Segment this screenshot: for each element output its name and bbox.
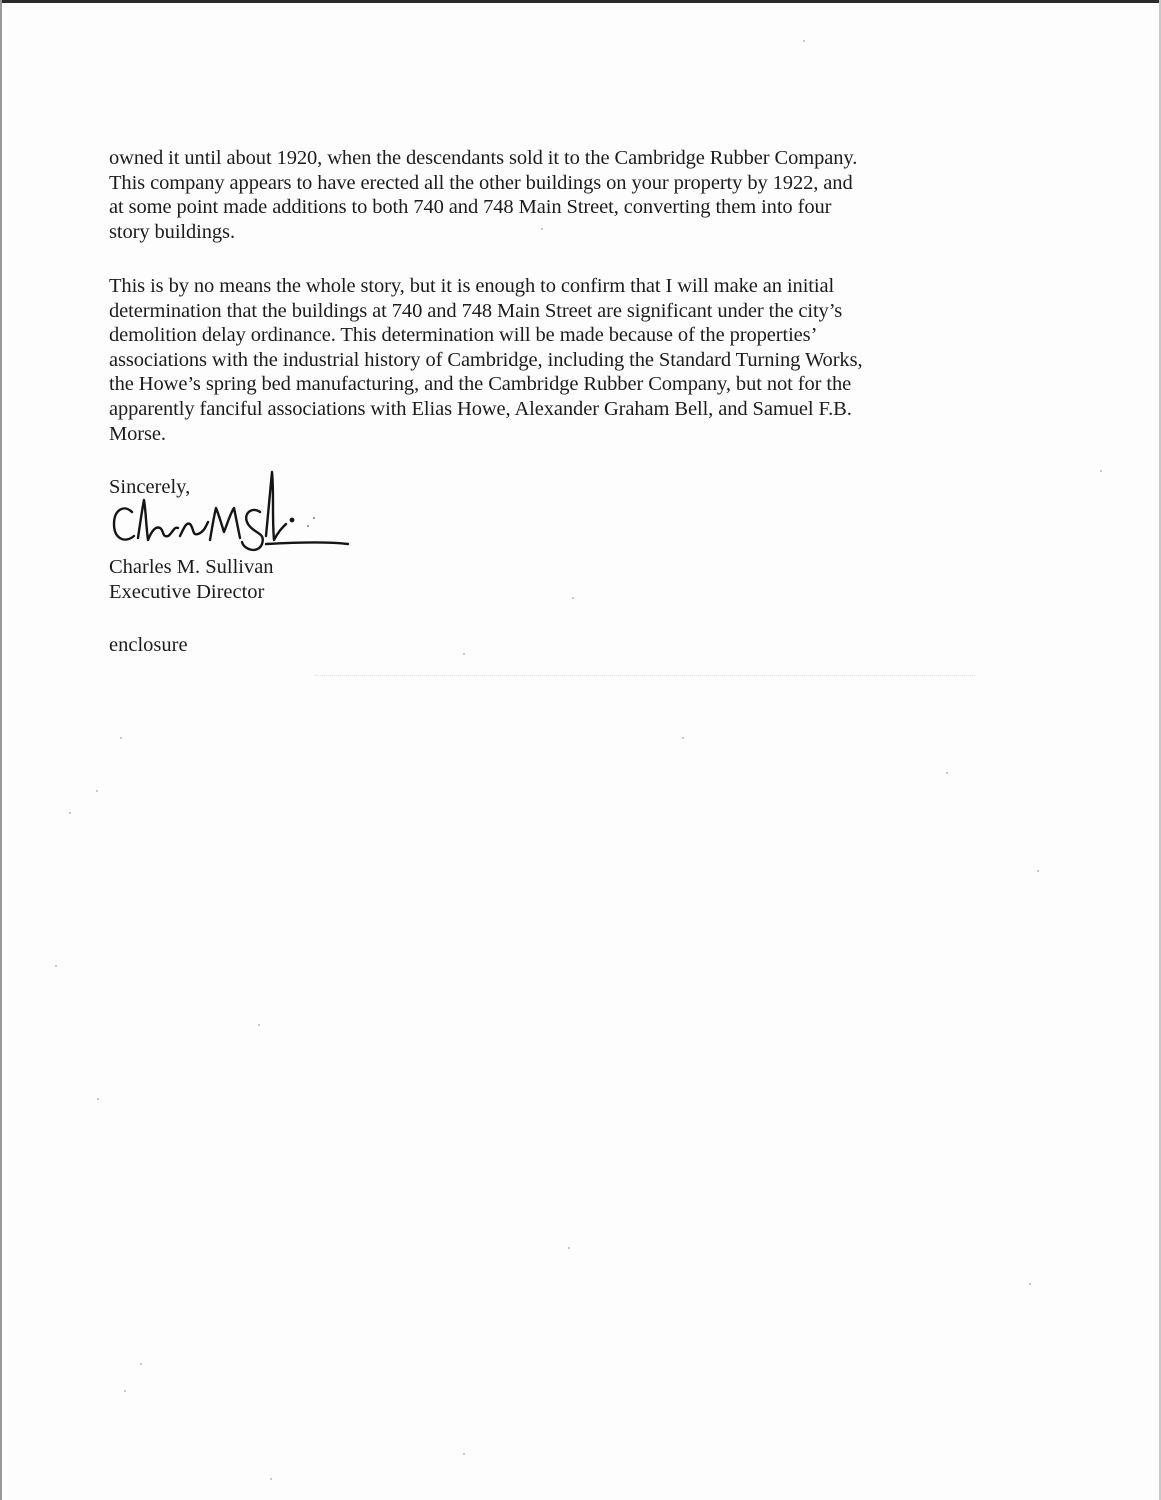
signature-stroke xyxy=(266,543,348,545)
scan-edge-left xyxy=(0,0,2,1500)
scan-speck xyxy=(541,228,543,230)
paragraph-line: owned it until about 1920, when the descendants sold it to the Cambridge Rubber Company. xyxy=(109,147,858,169)
paragraph-determination xyxy=(109,274,939,446)
signature-dot xyxy=(290,518,295,523)
signature-icon xyxy=(102,466,352,556)
signature-stroke xyxy=(138,500,178,540)
signer-title: Executive Director xyxy=(109,581,265,603)
scan-speck xyxy=(140,1363,142,1365)
scan-speck xyxy=(124,1390,126,1392)
paragraph-line: apparently fanciful associations with Elias Howe, Alexander Graham Bell, and Samuel F.B. xyxy=(109,397,852,420)
closing-salutation: Sincerely, xyxy=(109,476,191,498)
scan-speck xyxy=(463,1453,465,1455)
scan-speck xyxy=(270,1478,272,1480)
signer-name: Charles M. Sullivan xyxy=(109,556,274,578)
paragraph-line: story buildings. xyxy=(109,220,235,243)
scan-speck xyxy=(463,653,465,655)
paragraph-line: associations with the industrial history of Cambridge, including the Standard Turning Works, xyxy=(109,348,863,371)
scan-speck xyxy=(568,1247,570,1249)
signature-stroke xyxy=(266,472,286,540)
scan-speck xyxy=(946,772,948,774)
scan-speck xyxy=(1029,1283,1031,1285)
scan-speck xyxy=(803,40,805,42)
paragraph-line: Morse. xyxy=(109,422,166,445)
paragraph-line: determination that the buildings at 740 and 748 Main Street are significant under the city’s xyxy=(109,299,843,322)
signature-dot xyxy=(307,525,309,527)
scan-edge-top xyxy=(0,0,1161,3)
scan-speck xyxy=(1100,470,1102,472)
scan-artifact-rule xyxy=(315,675,975,676)
signature-stroke xyxy=(114,508,134,539)
scan-speck xyxy=(1037,870,1039,872)
paragraph-line: This is by no means the whole story, but it is enough to confirm that I will make an initial xyxy=(109,275,835,297)
scan-speck xyxy=(258,1024,260,1026)
signature-stroke xyxy=(242,510,263,550)
scan-speck xyxy=(120,737,122,739)
paragraph-line: This company appears to have erected all the other buildings on your property by 1922, and xyxy=(109,171,853,194)
paragraph-line: at some point made additions to both 740 and 748 Main Street, converting them into four xyxy=(109,196,832,219)
signature-stroke xyxy=(180,522,208,536)
paragraph-history xyxy=(109,146,939,244)
scan-speck xyxy=(97,1098,99,1100)
paragraph-line: the Howe’s spring bed manufacturing, and the Cambridge Rubber Company, but not for the xyxy=(109,373,852,396)
scan-speck xyxy=(96,790,98,792)
scan-speck xyxy=(682,737,684,739)
scan-speck xyxy=(572,597,574,599)
signature-stroke xyxy=(210,508,240,540)
signature-dot xyxy=(313,517,315,519)
scan-speck xyxy=(69,812,71,814)
paragraph-line: demolition delay ordinance. This determination will be made because of the properties’ xyxy=(109,324,818,347)
scan-speck xyxy=(55,965,57,967)
enclosure-note: enclosure xyxy=(109,634,188,656)
